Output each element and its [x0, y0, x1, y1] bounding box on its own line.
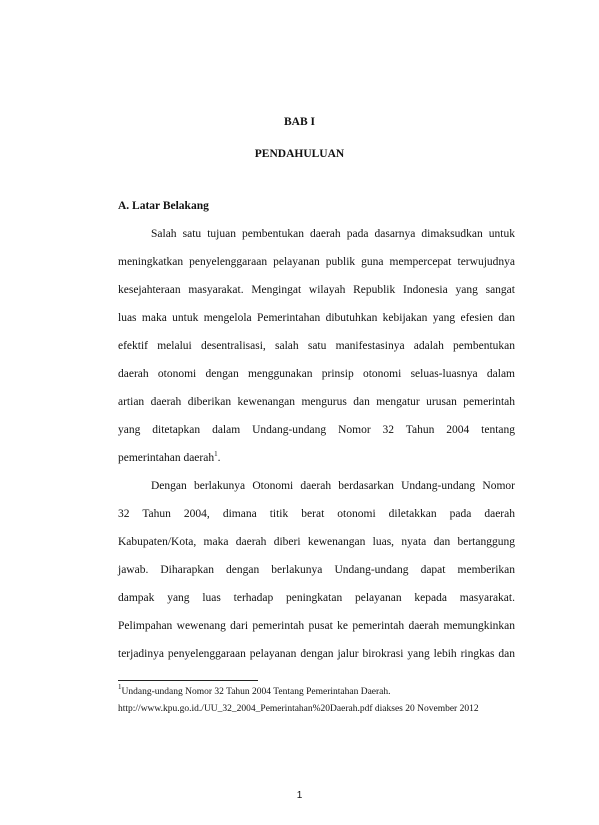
- paragraph-line: kesejahteraan masyarakat. Mengingat wilayah Republik Indonesia yang sangat: [118, 284, 515, 296]
- paragraph-line: artian daerah diberikan kewenangan mengurus dan mengatur urusan pemerintah: [118, 396, 515, 408]
- paragraph-line: Pelimpahan wewenang dari pemerintah pusat ke pemerintah daerah memungkinkan: [118, 620, 515, 632]
- paragraph-line: yang ditetapkan dalam Undang-undang Nomor 32 Tahun 2004 tentang: [118, 424, 515, 436]
- paragraph-period: .: [217, 452, 221, 464]
- paragraph-line: jawab. Diharapkan dengan berlakunya Undang-undang dapat memberikan: [118, 564, 515, 576]
- paragraph-line: luas maka untuk mengelola Pemerintahan dibutuhkan kebijakan yang efesien dan: [118, 312, 515, 324]
- footnote-line-1: [118, 683, 391, 697]
- page-number: 1: [296, 790, 303, 801]
- paragraph-line: meningkatkan penyelenggaraan pelayanan publik guna mempercepat terwujudnya: [118, 256, 515, 268]
- section-heading: A. Latar Belakang: [118, 200, 209, 212]
- paragraph-line-last: [118, 452, 515, 464]
- paragraph-line: efektif melalui desentralisasi, salah satu manifestasinya adalah pembentukan: [118, 340, 515, 352]
- footnote-url[interactable]: http://www.kpu.go.id./UU_32_2004_Pemerintahan%20Daerah.pdf diakses 20 November 2012: [118, 704, 479, 714]
- chapter-number: BAB I: [284, 116, 315, 128]
- paragraph-line: Dengan berlakunya Otonomi daerah berdasarkan Undang-undang Nomor: [151, 480, 515, 492]
- footnote-separator: [118, 680, 258, 681]
- footnote-reference[interactable]: 1: [214, 450, 218, 458]
- paragraph-line: Salah satu tujuan pembentukan daerah pada dasarnya dimaksudkan untuk: [151, 228, 515, 240]
- paragraph-line: dampak yang luas terhadap peningkatan pelayanan kepada masyarakat.: [118, 592, 515, 604]
- paragraph-line: terjadinya penyelenggaraan pelayanan dengan jalur birokrasi yang lebih ringkas dan: [118, 648, 515, 660]
- chapter-title: PENDAHULUAN: [254, 148, 345, 160]
- paragraph-line: daerah otonomi dengan menggunakan prinsip otonomi seluas-luasnya dalam: [118, 368, 515, 380]
- footnote-text: Undang-undang Nomor 32 Tahun 2004 Tentang Pemerintahan Daerah.: [121, 687, 391, 697]
- paragraph-line: Kabupaten/Kota, maka daerah diberi kewenangan luas, nyata dan bertanggung: [118, 536, 515, 548]
- paragraph-line: 32 Tahun 2004, dimana titik berat otonomi diletakkan pada daerah: [118, 508, 515, 520]
- footnote-marker: 1: [118, 683, 122, 691]
- paragraph-text: pemerintahan daerah: [118, 452, 215, 464]
